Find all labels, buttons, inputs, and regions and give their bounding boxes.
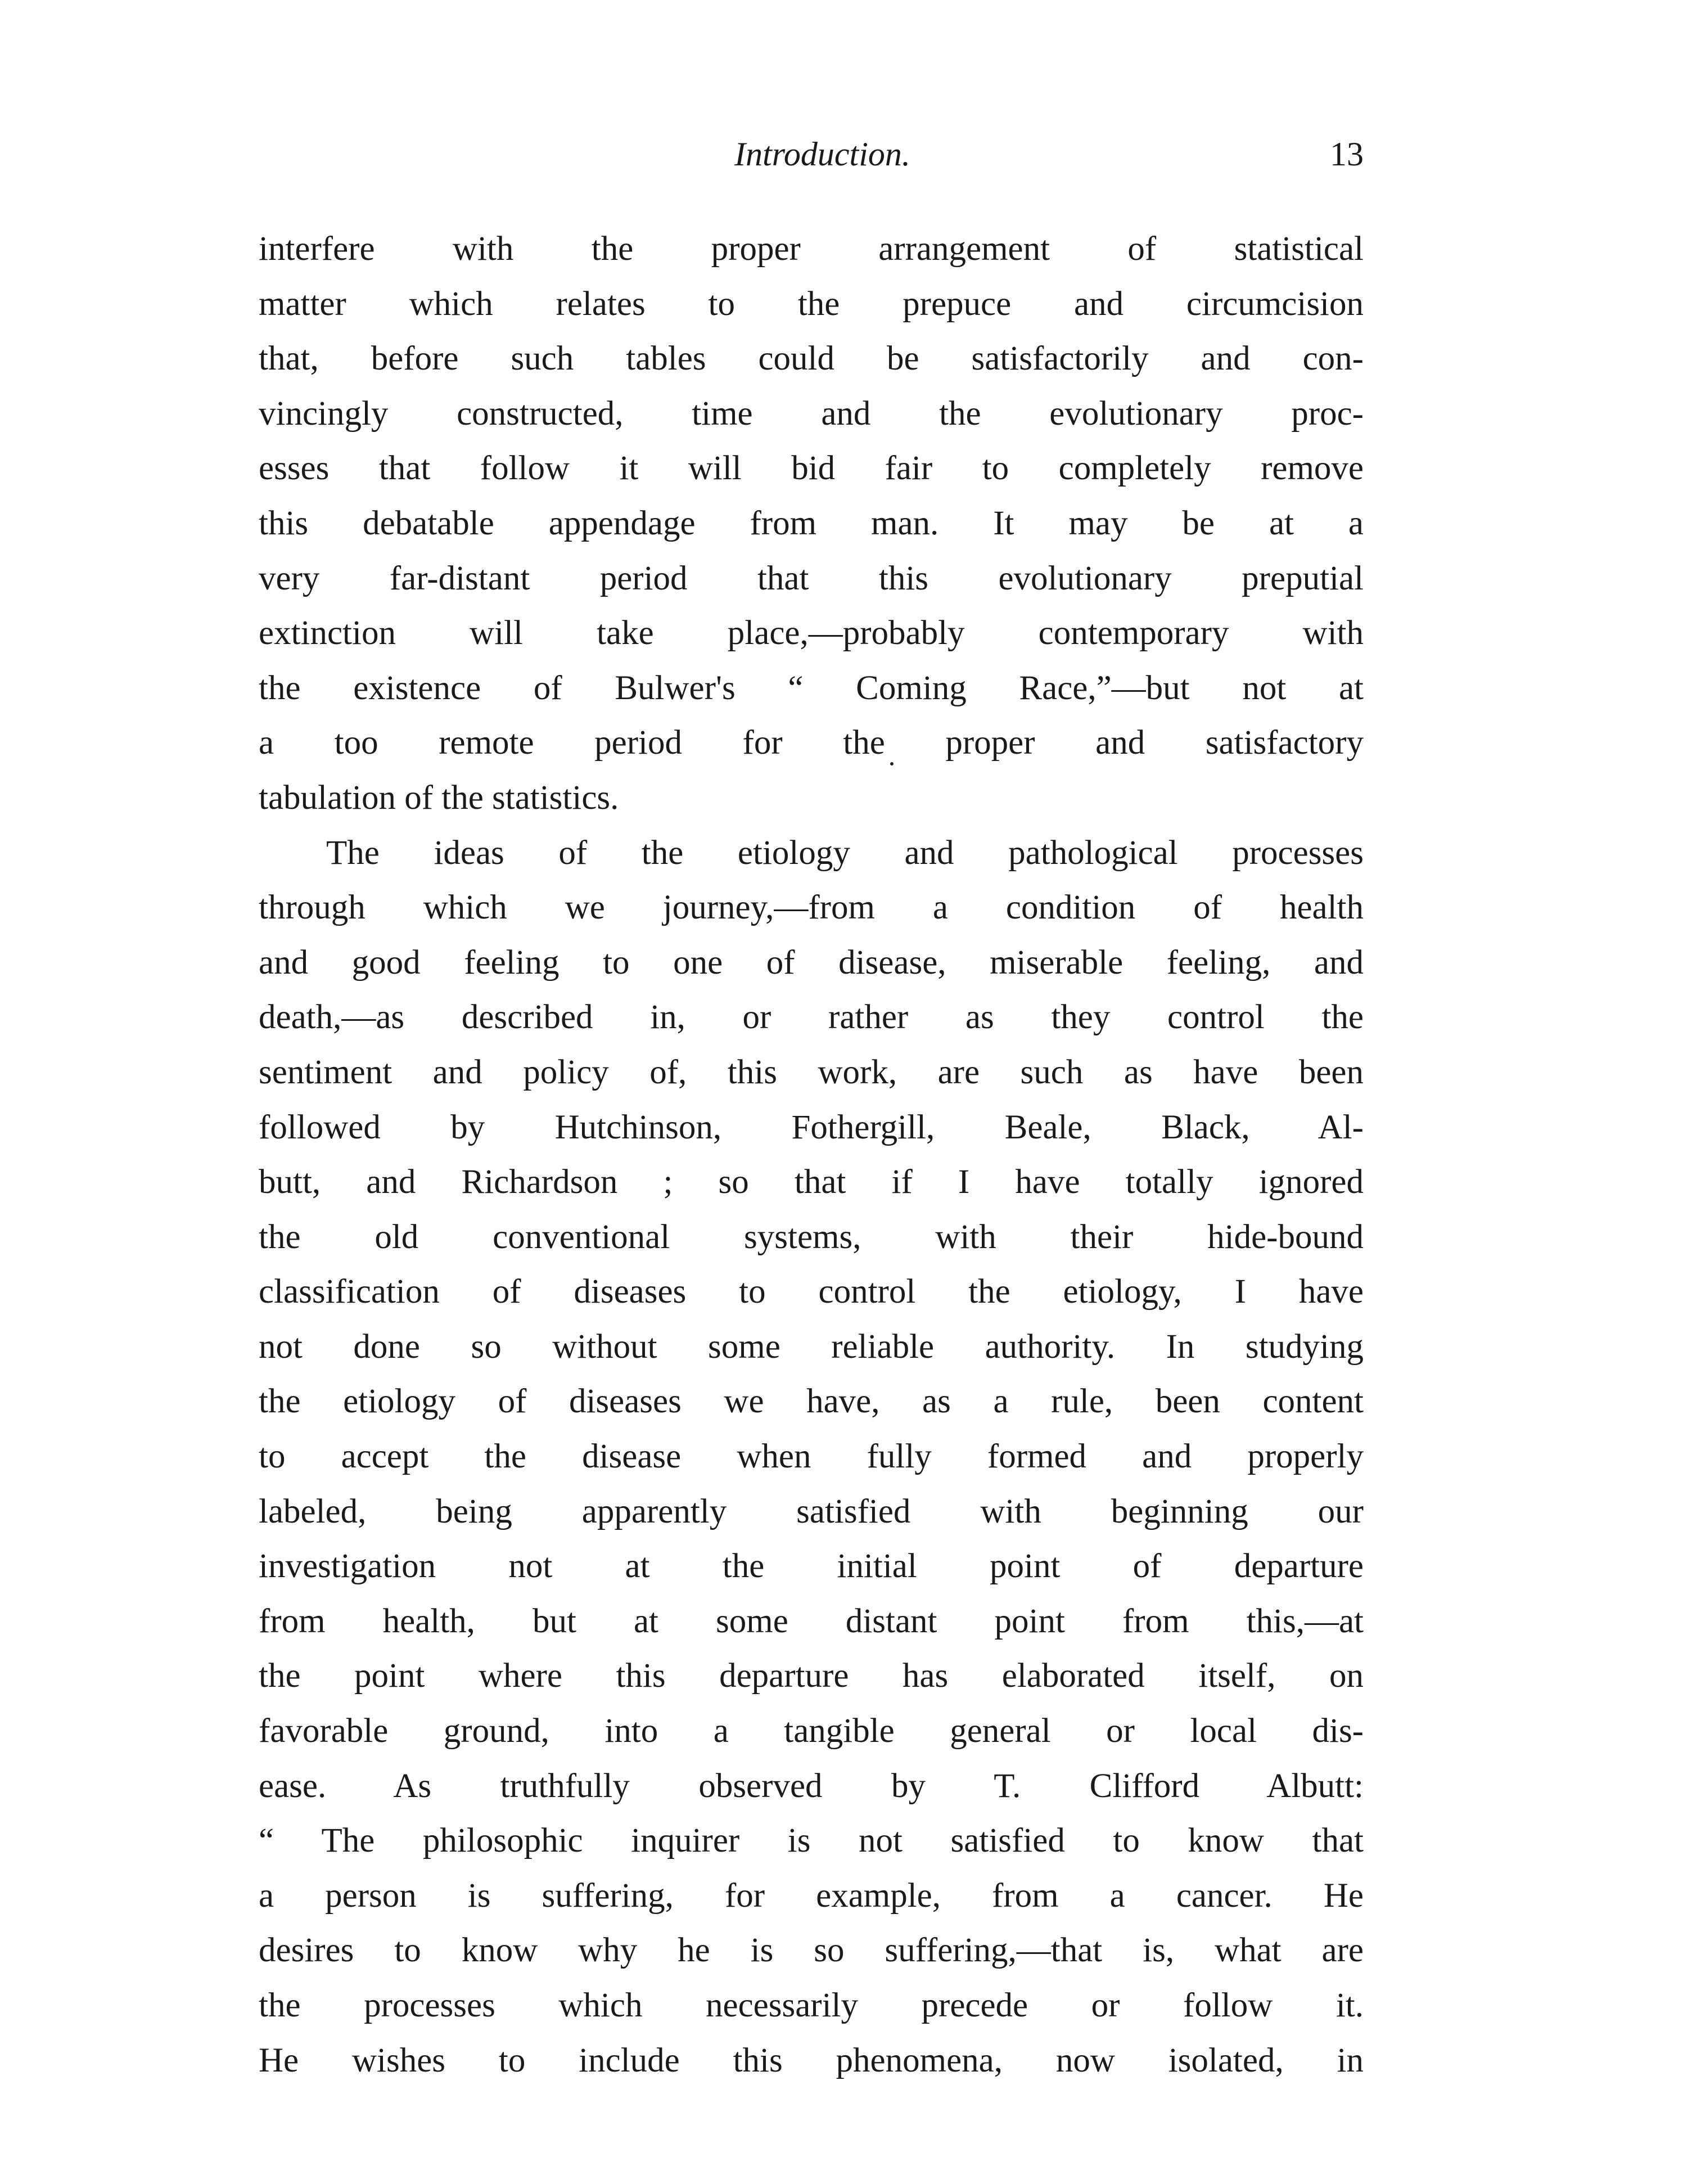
text-line: the processes which necessarily precede or follow it. xyxy=(259,1987,1364,2024)
text-line: a too remote period for the proper and satisfactory xyxy=(259,724,1364,762)
text-line: through which we journey,—from a condition of health xyxy=(259,889,1364,927)
body-text xyxy=(259,222,1364,2088)
text-line: matter which relates to the prepuce and circumcision xyxy=(259,285,1364,323)
text-line: very far-distant period that this evolutionary preputial xyxy=(259,559,1364,597)
text-line: this debatable appendage from man. It may be at a xyxy=(259,504,1364,542)
text-line: He wishes to include this phenomena, now isolated, in xyxy=(259,2041,1364,2079)
text-line: the existence of Bulwer's “ Coming Race,”—but not at xyxy=(259,669,1364,707)
text-line: vincingly constructed, time and the evolutionary proc- xyxy=(259,394,1364,433)
text-line: death,—as described in, or rather as they control the xyxy=(259,998,1364,1037)
text-line: and good feeling to one of disease, miserable feeling, and xyxy=(259,943,1364,981)
text-line: a person is suffering, for example, from a cancer. He xyxy=(259,1876,1364,1915)
text-line: ease. As truthfully observed by T. Clifford Albutt: xyxy=(259,1767,1364,1805)
text-line: classification of diseases to control the etiology, I have xyxy=(259,1273,1364,1311)
text-line: investigation not at the initial point of departure xyxy=(259,1547,1364,1586)
text-line: desires to know why he is so suffering,—that is, what are xyxy=(259,1931,1364,1970)
print-speck xyxy=(890,762,894,765)
text-line: the etiology of diseases we have, as a rule, been content xyxy=(259,1383,1364,1421)
text-line: tabulation of the statistics. xyxy=(259,778,619,817)
text-line: interfere with the proper arrangement of statistical xyxy=(259,230,1364,268)
text-line: the point where this departure has elaborated itself, on xyxy=(259,1657,1364,1695)
text-line: sentiment and policy of, this work, are such as have been xyxy=(259,1053,1364,1091)
text-line: butt, and Richardson ; so that if I have totally ignored xyxy=(259,1163,1364,1201)
text-line: extinction will take place,—probably contemporary with xyxy=(259,614,1364,652)
text-line: to accept the disease when fully formed and properly xyxy=(259,1438,1364,1476)
text-line: followed by Hutchinson, Fothergill, Beale, Black, Al- xyxy=(259,1108,1364,1146)
text-line: esses that follow it will bid fair to completely remove xyxy=(259,449,1364,488)
text-line: favorable ground, into a tangible general or local dis- xyxy=(259,1712,1364,1750)
text-line: “ The philosophic inquirer is not satisfied to know that xyxy=(259,1822,1364,1860)
text-line: The ideas of the etiology and pathological processes xyxy=(326,834,1364,872)
text-line: from health, but at some distant point from this,—at xyxy=(259,1602,1364,1640)
text-line: not done so without some reliable authority. In studying xyxy=(259,1327,1364,1366)
running-title: Introduction. xyxy=(734,136,910,173)
text-line: that, before such tables could be satisfactorily and con- xyxy=(259,340,1364,378)
text-line: labeled, being apparently satisfied with beginning our xyxy=(259,1492,1364,1530)
text-line: the old conventional systems, with their hide-bound xyxy=(259,1218,1364,1256)
page-header xyxy=(259,135,1364,180)
page-number: 13 xyxy=(1330,136,1364,173)
